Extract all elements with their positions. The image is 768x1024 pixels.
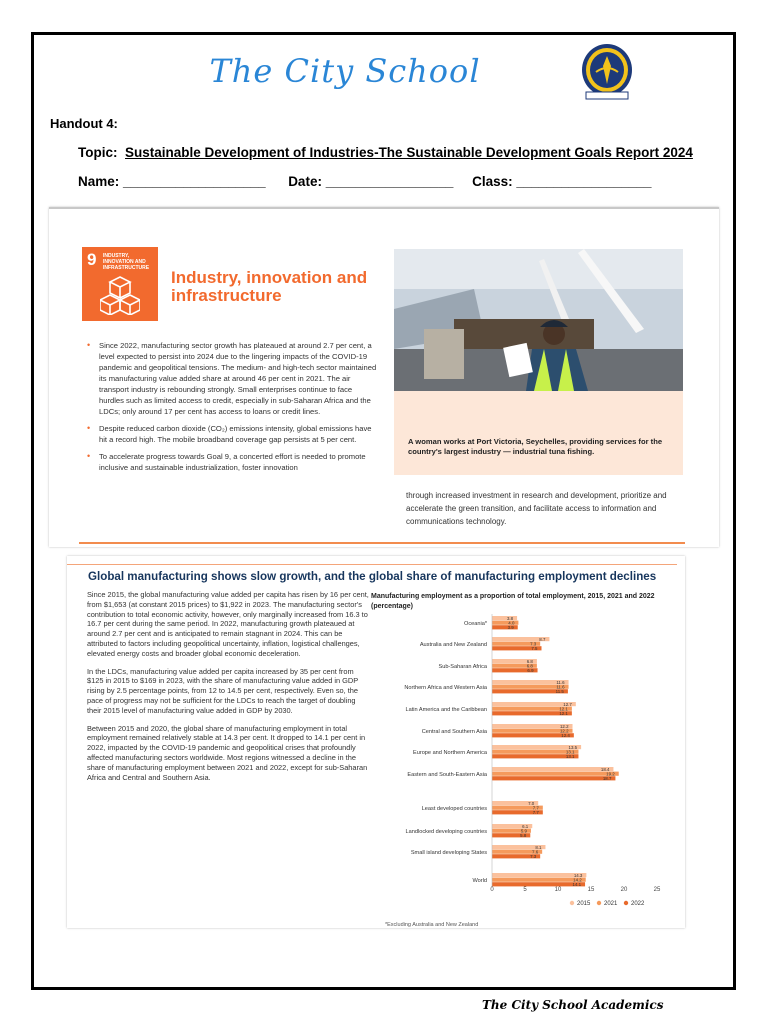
category-label: Least developed countries (421, 806, 487, 812)
data-label: 5.9 (520, 828, 527, 834)
bar (492, 621, 518, 625)
chart-footnote: *Excluding Australia and New Zealand (385, 922, 479, 928)
topic-label: Topic: (78, 145, 118, 160)
category-label: Landlocked developing countries (405, 829, 487, 835)
name-field[interactable]: Name: ___________________ (78, 174, 266, 189)
data-label: 8.1 (535, 844, 542, 850)
bar (492, 625, 518, 629)
category-label: Sub-Saharan Africa (438, 664, 487, 670)
data-label: 6.8 (526, 663, 533, 669)
data-label: 18.7 (602, 776, 612, 781)
legend-swatch (624, 901, 628, 905)
data-label: 11.5 (555, 689, 564, 694)
x-tick-label: 0 (490, 887, 494, 893)
data-label: 8.7 (539, 636, 546, 642)
bullet-item: • Despite reduced carbon dioxide (CO₂) emissions intensity, global emissions have hit a record high. The mobile broadband coverage gap persists at 5 per cent. (87, 423, 377, 445)
divider (67, 564, 677, 565)
cubes-icon (100, 275, 140, 315)
data-label: 5.8 (520, 833, 527, 838)
bar (492, 776, 615, 780)
data-label: 13.1 (565, 754, 575, 759)
data-label: 13.1 (565, 749, 575, 755)
data-label: 18.4 (600, 766, 610, 772)
report-excerpt-goal9 (49, 207, 719, 547)
data-label: 12.2 (559, 723, 569, 729)
x-tick-label: 15 (587, 887, 595, 893)
data-label: 12.2 (559, 728, 569, 734)
topic-line (78, 145, 693, 160)
paragraph: Since 2015, the global manufacturing value added per capita has risen by 16 per cent, from $1,653 (at constant 2015 prices) to $1,922 in 2023. The manufacturing sector's contribution to total economic activity, however, only marginally increased from 16.3 to 16.7 per cent during the same period. In 2022, manufacturing growth plateaued at around 2.7 per cent and is anticipated to remain stagnant in 2024. This can be attributed to factors including geopolitical uncertainty, inflation, logistical challenges, elevated energy costs and broader global economic deceleration. (87, 590, 369, 658)
divider (79, 542, 685, 544)
x-tick-label: 10 (554, 887, 562, 893)
x-tick-label: 25 (653, 887, 661, 893)
legend-swatch (597, 901, 601, 905)
bullet-item: • Since 2022, manufacturing sector growth has plateaued at around 2.7 per cent, a level expected to persist into 2024 due to the lingering impacts of the COVID-19 pandemic and geopolitical tensions. The medium- and high-tech sector maintained its manufacturing value added share at around 46 per cent in 2021. The air transport industry is rebounding strongly. Small enterprises continue to face hurdles such as limited access to credit, especially in sub-Saharan Africa and the LDCs; only around 17 per cent has access to loans or credit lines. (87, 340, 377, 417)
data-label: 7.3 (530, 854, 537, 859)
data-label: 12.7 (563, 701, 572, 707)
photo-caption-box (394, 391, 683, 475)
data-label: 7.0 (528, 800, 535, 806)
goal-title-line2: infrastructure (171, 286, 282, 305)
category-label: World (472, 878, 487, 884)
paragraph: Between 2015 and 2020, the global share of manufacturing employment in total employment remained relatively stable at 14.3 per cent. It dropped to 14.1 per cent in 2022, impacted by the COVID-19 pandemic and geopolitical crises that profoundly affected manufacturing sectors worldwide. Most regions witnessed a decline in the share of manufacturing employment between 2021 and 2022, except for sub-Saharan Africa and Central and Southern Asia. (87, 723, 368, 782)
legend-label: 2022 (631, 901, 645, 907)
data-label: 3.9 (507, 625, 514, 630)
handout-label: Handout 4: (50, 116, 118, 131)
sdg-box-label: INDUSTRY, INNOVATION AND INFRASTRUCTURE (103, 253, 150, 271)
data-label: 14.2 (573, 877, 582, 883)
category-label: Latin America and the Caribbean (405, 707, 487, 713)
category-label: Oceania* (463, 621, 487, 627)
data-label: 12.4 (561, 733, 570, 738)
continuation-text: through increased investment in research and development, prioritize and accelerate the green transition, and facilitate access to information and communications technology. (406, 491, 667, 526)
data-label: 3.8 (506, 615, 514, 621)
sdg-number: 9 (87, 250, 97, 269)
category-label: Europe and Northern America (412, 750, 487, 756)
data-label: 11.6 (556, 684, 565, 690)
category-label: Small island developing States (410, 850, 487, 856)
section-title: Global manufacturing shows slow growth, and the global share of manufacturing employment declines (88, 570, 657, 583)
photo-caption: A woman works at Port Victoria, Seychelles, providing services for the country's largest industry — industrial tuna fishing. (408, 437, 663, 456)
bullet-item: • To accelerate progress towards Goal 9, a concerted effort is needed to promote inclusive and sustainable industrialization, foster innovation (87, 451, 377, 473)
data-label: 6.1 (522, 823, 529, 829)
bar (492, 772, 619, 776)
sdg9-icon (82, 247, 158, 321)
class-field[interactable]: Class: __________________ (472, 174, 652, 189)
date-field[interactable]: Date: _________________ (288, 174, 454, 189)
bar (492, 882, 585, 886)
chart-title: Manufacturing employment as a proportion of total employment, 2015, 2021 and 2022 (percentage) (371, 593, 655, 610)
data-label: 14.3 (573, 872, 583, 878)
report-excerpt-manufacturing (67, 556, 685, 928)
legend-label: 2021 (604, 901, 618, 907)
category-label: Northern Africa and Western Asia (404, 685, 487, 691)
goal-title (171, 269, 391, 305)
footer-signature: The City School Academics (482, 998, 664, 1012)
goal-bullets (87, 340, 377, 479)
port-worker-photo (394, 249, 683, 391)
school-crest-logo (578, 42, 636, 104)
category-label: Central and Southern Asia (421, 729, 487, 735)
school-title: The City School (209, 52, 481, 90)
data-label: 14.1 (572, 882, 582, 887)
data-label: 11.6 (556, 679, 565, 685)
category-label: Eastern and South-Eastern Asia (407, 772, 487, 778)
data-label: 6.8 (526, 658, 533, 664)
category-label: Australia and New Zealand (419, 642, 487, 648)
section-body (87, 590, 371, 790)
data-label: 13.5 (568, 744, 578, 750)
x-tick-label: 5 (523, 887, 527, 893)
data-label: 7.7 (532, 810, 539, 815)
data-label: 12.1 (559, 711, 568, 716)
paragraph: In the LDCs, manufacturing value added per capita increased by 35 per cent from $125 in 2015 to $169 in 2023, with the share of manufacturing value added in GDP rising by 2.5 percentage points, from 12 to 14.5 per cent, respectively. Even so, the pace of progress may not be sufficient for the LDCs to reach the target of doubling their 2015 level of manufacturing value added in GDP by 2030. (87, 666, 359, 715)
data-label: 4.0 (508, 620, 515, 626)
manufacturing-employment-chart (372, 614, 672, 920)
goal-title-line1: Industry, innovation and (171, 268, 368, 287)
legend-swatch (570, 901, 574, 905)
student-fields (78, 174, 652, 189)
data-label: 7.5 (531, 646, 538, 651)
x-tick-label: 20 (620, 887, 628, 893)
data-label: 12.1 (559, 706, 568, 712)
data-label: 7.7 (532, 805, 539, 811)
topic-text: Sustainable Development of Industries-The Sustainable Development Goals Report 2024 (125, 145, 693, 160)
data-label: 19.2 (606, 771, 615, 777)
data-label: 7.3 (530, 641, 537, 647)
legend-label: 2015 (577, 901, 591, 907)
data-label: 7.6 (532, 849, 539, 855)
data-label: 6.9 (527, 668, 534, 673)
bar (492, 767, 613, 771)
